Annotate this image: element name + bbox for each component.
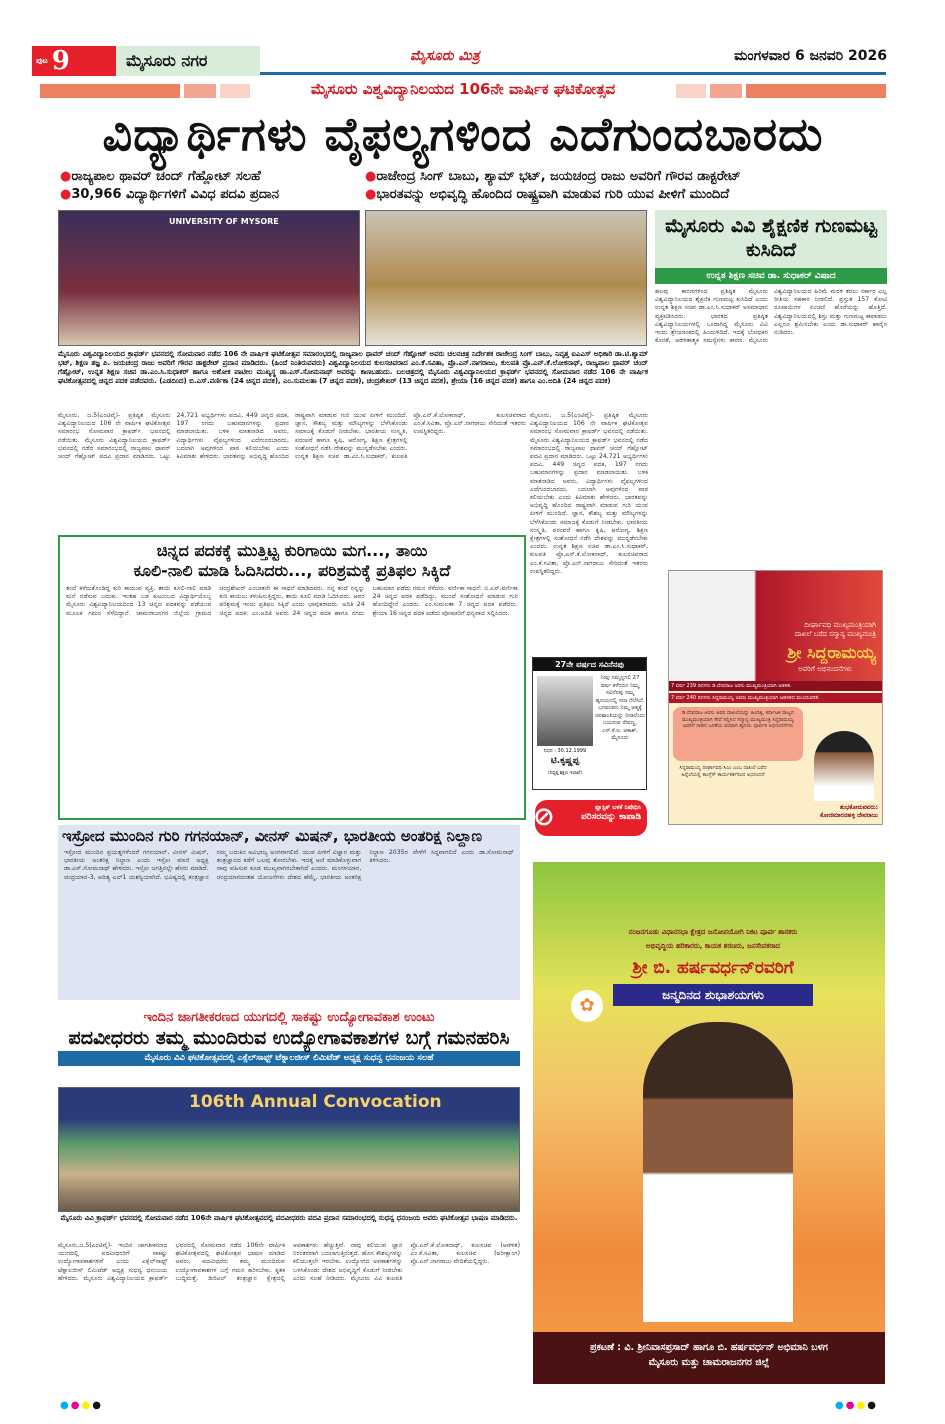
- candidate-photo: [643, 1022, 793, 1322]
- gold-story-box: ಚಿನ್ನದ ಪದಕಕ್ಕೆ ಮುತ್ತಿಟ್ಟ ಕುರಿಗಾಯಿ ಮಗ..., ತಾಯಿ ಕೂಲಿ-ನಾಲಿ ಮಾಡಿ ಓದಿಸಿದರು..., ಪರಿಶ್ರಮಕ್ಕೆ ಪ್ರತಿಫಲ ಸಿಕ್ಕಿದೆ ತಂದೆ ಕಳೆದುಕೊಂಡಿದ್ದ ಕುರಿ ಕಾಯುವ ವ್ಯಕ್ತಿ, ತಾಯಿ ಕೂಲಿ-ನಾಲಿ ಮಾಡಿ ಮನೆ ನಡೆಸುವ ಬದುಕು. ಇಂತಹ ಬಡ ಕುಟುಂಬದ ವಿದ್ಯಾರ್ಥಿಯೊಬ್ಬ ಮೈಸೂರು ವಿಶ್ವವಿದ್ಯಾನಿಲಯದಿಂದ 13 ಚಿನ್ನದ ಪದಕವನ್ನು ಪಡೆಯುವ ಮೂಲಕ ಗಮನ ಸೆಳೆದಿದ್ದಾನೆ. ಚಾಮರಾಜನಗರ ಜಿಲ್ಲೆಯ ಗ್ರಾಮದ ಚಂದ್ರಶೇಖರ್ ಎಂಬಾತನೇ ಈ ಸಾಧನೆ ಮಾಡಿದವರು. ನನ್ನ ತಂದೆ ನನ್ನನ್ನು ಕುರಿ ಕಾಯಲು ಕಳುಹಿಸುತ್ತಿದ್ದರು, ತಾಯಿ ಕೂಲಿ ಮಾಡಿ ಓದಿಸಿದರು. ಅವರ ಪರಿಶ್ರಮಕ್ಕೆ ಇಂದು ಪ್ರತಿಫಲ ಸಿಕ್ಕಿದೆ ಎಂದು ಭಾವುಕರಾದರು. ಅದಿತಿ 24 ಚಿನ್ನದ ಪದಕ: ಎಂ.ಅದಿತಿ ಅವರು 24 ಚಿನ್ನದ ಪದಕ ಹಾಗೂ ನಗದು ಬಹುಮಾನ ಪಡೆದು ಗಮನ ಸೆಳೆದರು. ವರ್ಣಿಕಾ ಸಾಧನೆ: ಬಿ.ಎಸ್.ವರ್ಣಿಕಾ 24 ಚಿನ್ನದ ಪದಕ ಪಡೆದಿದ್ದು, ಮುಂದೆ ಸಂಶೋಧನೆ ಮಾಡುವ ಗುರಿ ಹೊಂದಿದ್ದೇನೆ ಎಂದರು. ಎಂ.ಸುಮಲತಾ 7 ಚಿನ್ನದ ಪದಕ ಪಡೆದರು. ಶ್ರೇಯಾ 16 ಚಿನ್ನದ ಪದಕ ಪಡೆದು ಪೋಷಕರಿಗೆ ಧನ್ಯವಾದ ಸಲ್ಲಿಸಿದರು.: [58, 535, 526, 820]
- plastic-ban-ad: ⊘ ಪ್ಲಾಸ್ಟಿಕ್ ಬಳಕೆ ನಿಷೇಧಿಸಿ ಪರಿಸರವನ್ನು ಕಾಪಾಡಿ: [535, 800, 647, 836]
- page-number-badge: ಪುಟ 9: [32, 46, 116, 76]
- birthday-ad: ನಂಜನಗೂಡು ವಿಧಾನಸಭಾ ಕ್ಷೇತ್ರದ ಜನೋಪಯೋಗಿ ನಿಕಟ ಪೂರ್ವ ಶಾಸಕರು ಅಭಿವೃದ್ಧಿಯ ಹರಿಕಾರರು, ಕಾಯಕ ಶರಣರು, ಜನಸೇವಕರಾದ ಶ್ರೀ ಬಿ. ಹರ್ಷವರ್ಧನ್‌ರವರಿಗೆ ಜನ್ಮದಿನದ ಶುಭಾಶಯಗಳು ✿ ಪ್ರಕಟಣೆ : ವಿ. ಶ್ರೀನಿವಾಸಪ್ರಸಾದ್ ಹಾಗೂ ಬಿ. ಹರ್ಷವರ್ಧನ್ ಅಭಿಮಾನಿ ಬಳಗ ಮೈಸೂರು ಮತ್ತು ಚಾಮರಾಜನಗರ ಜಿಲ್ಲೆ: [533, 862, 885, 1384]
- masthead: ಮೈಸೂರು ಮಿತ್ರ: [410, 48, 480, 64]
- lead-bullets-right: ●ರಾಜೇಂದ್ರ ಸಿಂಗ್ ಬಾಬು, ಶ್ಯಾಮ್ ಭಟ್, ಜಯಚಂದ್ರ ರಾಜು ಅವರಿಗೆ ಗೌರವ ಡಾಕ್ಟರೇಟ್ ●ಭಾರತವನ್ನು ಅಭಿವೃದ್ಧಿ ಹೊಂದಿದ ರಾಷ್ಟ್ರವಾಗಿ ಮಾಡುವ ಗುರಿ ಯುವ ಪೀಳಿಗೆ ಮುಂದಿದೆ: [365, 169, 741, 202]
- registration-marks-left: ●●●●: [60, 1400, 103, 1411]
- jobs-story-head: ಇಂದಿನ ಜಾಗತೀಕರಣದ ಯುಗದಲ್ಲಿ ಸಾಕಷ್ಟು ಉದ್ಯೋಗಾವಕಾಶ ಉಂಟು ಪದವೀಧರರು ತಮ್ಮ ಮುಂದಿರುವ ಉದ್ಯೋಗಾವಕಾಶಗಳ ಬಗ್ಗೆ ಗಮನಹರಿಸಿ ಮೈಸೂರು ವಿವಿ ಘಟಿಕೋತ್ಸವದಲ್ಲಿ ಎಕ್ಸೆಲ್‌ಸಾಫ್ಟ್ ಟೆಕ್ನಾಲಜೀಸ್ ಲಿಮಿಟೆಡ್ ಅಧ್ಯಕ್ಷ ಸುಧನ್ವ ಧನಂಜಯ ಸಲಹೆ: [58, 1010, 520, 1066]
- lead-kicker: ಮೈಸೂರು ವಿಶ್ವವಿದ್ಯಾನಿಲಯದ 106ನೇ ವಾರ್ಷಿಕ ಘಟಿಕೋತ್ಸವ: [40, 82, 886, 100]
- cm-congrats-ad: ದೀರ್ಘಾವಧಿ ಮುಖ್ಯಮಂತ್ರಿಯಾಗಿ ದಾಖಲೆ ಬರೆದ ಸನ್ಮಾನ್ಯ ಮುಖ್ಯಮಂತ್ರಿ ಶ್ರೀ ಸಿದ್ದರಾಮಯ್ಯ ಅವರಿಗೆ ಅಭಿನಂದನೆಗಳು 7 ವರ್ಷ 239 ದಿನಗಳು ಡಿ.ದೇವರಾಜ ಅರಸು ಮುಖ್ಯಮಂತ್ರಿಯಾಗಿ ಆಡಳಿತ. 7 ವರ್ಷ 240 ದಿನಗಳು ಸಿದ್ದರಾಮಯ್ಯ ಅವರು ಮುಖ್ಯಮಂತ್ರಿಯಾಗಿ ಆಡಳಿತದ ಮುಂದುವರಿಕೆ. ಡಿ.ದೇವರಾಜ ಅರಸು ಅವರ ದಾಖಲೆಯನ್ನು ಹಿಂದಿಕ್ಕಿ, ಕರ್ನಾಟಕ ರಾಜ್ಯದ ಮುಖ್ಯಮಂತ್ರಿಯಾಗಿ ಸೇವೆ ಸಲ್ಲಿಸಿದ ಸನ್ಮಾನ್ಯ ಮುಖ್ಯಮಂತ್ರಿ ಸಿದ್ದರಾಮಯ್ಯ ಅವರಿಗೆ ನಾಡಿನ ಜನತೆಯ ಪರವಾಗಿ ಹೃದಯ ಪೂರ್ವಕ ಅಭಿನಂದನೆಗಳು ಸಿದ್ದರಾಮಯ್ಯ ದೀರ್ಘಾವಧಿ ಸಿಎಂ ಎಂಬ ದಾಖಲೆ ಬರೆದ ಹಿನ್ನೆಲೆಯಲ್ಲಿ ಕಾಂಗ್ರೆಸ್ ಕಾರ್ಯಕರ್ತರಿಂದ ಅಭಿನಂದನೆ ಶುಭಕೋರುವವರು: ಕೋಣಿಮಾರನಹಳ್ಳಿ ದೇವರಾಜು: [668, 570, 883, 825]
- isro-story: ಇಸ್ರೋದ ಮುಂದಿನ ಗುರಿ ಗಗನಯಾನ್, ವೀನಸ್ ಮಿಷನ್, ಭಾರತೀಯ ಅಂತರಿಕ್ಷ ನಿಲ್ದಾಣ ಇಸ್ರೋದ ಮುಂದಿನ ಪ್ರಯತ್ನಗಳೆಂದರೆ ಗಗನಯಾನ್, ವೀನಸ್ ಮಿಷನ್, ಭಾರತೀಯ ಅಂತರಿಕ್ಷ ನಿಲ್ದಾಣ ಎಂದು ಇಸ್ರೋ ಮಾಜಿ ಅಧ್ಯಕ್ಷ ಡಾ.ಎಸ್.ಸೋಮನಾಥ್ ಹೇಳಿದರು. ಇಸ್ರೋ ಜಗತ್ತಿನಲ್ಲೇ ಹೆಸರು ಮಾಡಿದೆ. ಚಂದ್ರಯಾನ-3, ಆದಿತ್ಯ ಎಲ್1 ಯಶಸ್ವಿಯಾಗಿದೆ. ಭವಿಷ್ಯದಲ್ಲಿ ತಂತ್ರಜ್ಞಾನ ನಮ್ಮ ಬದುಕಿನ ಅವಿಭಾಜ್ಯ ಅಂಗವಾಗಲಿದೆ. ಯುವ ಪೀಳಿಗೆ ವಿಜ್ಞಾನ ಮತ್ತು ತಂತ್ರಜ್ಞಾನದ ಕಡೆಗೆ ಒಲವು ತೋರಬೇಕು. ಇದಕ್ಕೆ ಅಣಿ ಮಾಡಿಕೊಳ್ಳುವಾಗ ನಾವು ವಹಿಸುವ ಕೂಡ ಮುಖ್ಯವಾಗಿರಬೇಕಾಗಿದೆ ಎಂದರು. ಮಂಗಳಯಾನ, ಚಂದ್ರಯಾನದಂತಹ ಯೋಜನೆಗಳು ದೇಶದ ಹೆಮ್ಮೆ. ಭಾರತೀಯ ಅಂತರಿಕ್ಷ ನಿಲ್ದಾಣ 2035ರ ವೇಳೆಗೆ ಸಿದ್ಧವಾಗಲಿದೆ ಎಂದು ಡಾ.ಸೋಮನಾಥ್ ತಿಳಿಸಿದರು.: [58, 825, 520, 1000]
- date: ಮಂಗಳವಾರ 6 ಜನವರಿ 2026: [734, 48, 887, 64]
- lead-body-cont: ಮೈಸೂರು, ಜ.5(ಎಂಟಿವೈ)- ಪ್ರತಿಷ್ಠಿತ ಮೈಸೂರು ವಿಶ್ವವಿದ್ಯಾನಿಲಯದ 106 ನೇ ವಾರ್ಷಿಕ ಘಟಿಕೋತ್ಸವ ಸಮಾರಂಭ ಸೋಮವಾರ ಕ್ರಾಫರ್ಡ್ ಭವನದಲ್ಲಿ ನಡೆಯಿತು. ಮೈಸೂರು ವಿಶ್ವವಿದ್ಯಾನಿಲಯದ ಕ್ರಾಫರ್ಡ್ ಭವನದಲ್ಲಿ ನಡೆದ ಸಮಾರಂಭದಲ್ಲಿ ರಾಜ್ಯಪಾಲ ಥಾವರ್ ಚಂದ್ ಗೆಹ್ಲೋಟ್ ಪದವಿ ಪ್ರದಾನ ಮಾಡಿದರು. ಒಟ್ಟು 24,721 ಅಭ್ಯರ್ಥಿಗಳು ಪದವಿ, 449 ಚಿನ್ನದ ಪದಕ, 197 ನಗದು ಬಹುಮಾನಗಳನ್ನು ಪ್ರದಾನ ಮಾಡಲಾಯಿತು. ಬಳಿಕ ಮಾತನಾಡಿದ ಅವರು, ವಿದ್ಯಾರ್ಥಿಗಳು ವೈಫಲ್ಯಗಳಿಂದ ಎದೆಗುಂದಬಾರದು, ಬದಲಾಗಿ ಅವುಗಳಿಂದ ಪಾಠ ಕಲಿಯಬೇಕು ಎಂದು ಕಿವಿಮಾತು ಹೇಳಿದರು. ಭಾರತವನ್ನು ಅಭಿವೃದ್ಧಿ ಹೊಂದಿದ ರಾಷ್ಟ್ರವಾಗಿ ಮಾಡುವ ಗುರಿ ಯುವ ಪೀಳಿಗೆ ಮುಂದಿದೆ. ಜ್ಞಾನ, ಕೌಶಲ್ಯ ಮತ್ತು ಮೌಲ್ಯಗಳನ್ನು ಬೆಳೆಸಿಕೊಂಡು ಸಮಾಜಕ್ಕೆ ಕೊಡುಗೆ ನೀಡಬೇಕು. ಭಾರತೀಯ ಸಂಸ್ಕೃತಿ, ಪರಂಪರೆ ಹಾಗೂ ಕೃಷಿ, ಆರೋಗ್ಯ, ಶಿಕ್ಷಣ ಕ್ಷೇತ್ರಗಳಲ್ಲಿ ಸಂಶೋಧನೆ ನಡೆಸಿ ದೇಶವನ್ನು ಮುನ್ನಡೆಸಬೇಕು ಎಂದರು. ಉನ್ನತ ಶಿಕ್ಷಣ ಸಚಿವ ಡಾ.ಎಂ.ಸಿ.ಸುಧಾಕರ್, ಕುಲಪತಿ ಪ್ರೊ.ಎನ್.ಕೆ.ಲೋಕನಾಥ್, ಕುಲಸಚಿವರಾದ ಎಂ.ಕೆ.ಸವಿತಾ, ಪ್ರೊ.ಎನ್.ನಾಗರಾಜು ಸೇರಿದಂತೆ ಇತರರು ಉಪಸ್ಥಿತರಿದ್ದರು.: [530, 412, 648, 575]
- sponsor-photo: [814, 731, 874, 801]
- portrait-photo: [537, 676, 593, 746]
- side-story-header: ಮೈಸೂರು ವಿವಿ ಶೈಕ್ಷಣಿಕ ಗುಣಮಟ್ಟ ಕುಸಿದಿದೆ: [655, 210, 887, 282]
- section-name: ಮೈಸೂರು ನಗರ: [116, 46, 260, 76]
- governor-doctorate-photo: UNIVERSITY OF MYSORE: [58, 210, 360, 346]
- side-story-body: ಹಲವು ಕಾರಣಗಳಿಂದ ಪ್ರತಿಷ್ಠಿತ ಮೈಸೂರು ವಿಶ್ವವಿದ್ಯಾನಿಲಯದ ಶೈಕ್ಷಣಿಕ ಗುಣಮಟ್ಟ ಕುಸಿದಿದೆ ಎಂದು ಉನ್ನತ ಶಿಕ್ಷಣ ಸಚಿವ ಡಾ.ಎಂ.ಸಿ.ಸುಧಾಕರ್ ಅಸಮಾಧಾನ ವ್ಯಕ್ತಪಡಿಸಿದರು. ಭಾರತದ ಪ್ರತಿಷ್ಠಿತ ವಿಶ್ವವಿದ್ಯಾನಿಲಯಗಳಲ್ಲಿ ಒಂದಾಗಿದ್ದ ಮೈಸೂರು ವಿವಿ ಇಂದು ಶ್ರೇಯಾಂಕದಲ್ಲಿ ಹಿಂದುಳಿದಿದೆ. ಇದಕ್ಕೆ ಬೋಧಕರ ಕೊರತೆ, ಆಡಳಿತಾತ್ಮಕ ಸಮಸ್ಯೆಗಳು ಕಾರಣ. ಮೈಸೂರು ವಿಶ್ವವಿದ್ಯಾನಿಲಯದ ಹಿರಿಮೆ ಮರಳಿ ತರಲು ಸರ್ಕಾರ ಎಲ್ಲ ರೀತಿಯ ಸಹಕಾರ ನೀಡಲಿದೆ. ಪ್ರಸ್ತುತ 157 ಕೋಟಿ ರೂಪಾಯಿಗಳ ಪಿಂಚಣಿ ಹೊರೆಯನ್ನು ಹೊತ್ತಿದೆ. ವಿಶ್ವವಿದ್ಯಾನಿಲಯದಲ್ಲಿ ಶಿಸ್ತು ಮತ್ತು ಗುಣಮಟ್ಟ ಕಾಪಾಡಲು ಎಲ್ಲರೂ ಶ್ರಮಿಸಬೇಕು ಎಂದು ಡಾ.ಸುಧಾಕರ್ ಹಾರೈಸಿ ನುಡಿದರು.: [655, 288, 887, 345]
- gold-medalists-photo: [365, 210, 647, 346]
- lead-photo-caption: ಮೈಸೂರು ವಿಶ್ವವಿದ್ಯಾನಿಲಯದ ಕ್ರಾಫರ್ಡ್ ಭವನದಲ್ಲಿ ಸೋಮವಾರ ನಡೆದ 106 ನೇ ವಾರ್ಷಿಕ ಘಟಿಕೋತ್ಸವ ಸಮಾರಂಭದಲ್ಲಿ ರಾಜ್ಯಪಾಲ ಥಾವರ್ ಚಂದ್ ಗೆಹ್ಲೋಟ್ ಅವರು ಚಲನಚಿತ್ರ ನಿರ್ದೇಶಕ ರಾಜೇಂದ್ರ ಸಿಂಗ್ ಬಾಬು, ನಿವೃತ್ತ ಐಎಎಸ್ ಅಧಿಕಾರಿ ಡಾ.ಟಿ.ಶ್ಯಾಮ್ ಭಟ್, ಶಿಕ್ಷಣ ತಜ್ಞ ಪಿ. ಜಯಚಂದ್ರ ರಾಜು ಅವರಿಗೆ ಗೌರವ ಡಾಕ್ಟರೇಟ್ ಪ್ರದಾನ ಮಾಡಿದರು. (ಹಿಂದೆ ನಿಂತಿರುವವರು) ವಿಶ್ವವಿದ್ಯಾನಿಲಯದ ಕುಲಸಚಿವರಾದ ಎಂ.ಕೆ.ಸವಿತಾ, ಪ್ರೊ.ಎನ್.ನಾಗರಾಜು, ಕುಲಪತಿ ಪ್ರೊ.ಎನ್.ಕೆ.ಲೋಕನಾಥ್, ರಾಜ್ಯಪಾಲ ಥಾವರ್ ಚಂದ್ ಗೆಹ್ಲೋಟ್, ಉನ್ನತ ಶಿಕ್ಷಣ ಸಚಿವ ಡಾ.ಎಂ.ಸಿ.ಸುಧಾಕರ್ ಹಾಗೂ ಅಶೋಕ ಪಾಟೀಲ ಮುಖ್ಯಸ್ಥ ಡಾ.ಎಸ್.ಸೋಮನಾಥ್ ಅವರನ್ನು ಕಾಣಬಹುದು. ಬಲಚಿತ್ರದಲ್ಲಿ ಮೈಸೂರು ವಿಶ್ವವಿದ್ಯಾನಿಲಯದ ಕ್ರಾಫರ್ಡ್ ಭವನದಲ್ಲಿ ಸೋಮವಾರ ನಡೆದ 106 ನೇ ವಾರ್ಷಿಕ ಘಟಿಕೋತ್ಸವದಲ್ಲಿ ಚಿನ್ನದ ಪದಕ ಪಡೆದವರು. (ಎಡದಿಂದ) ಬಿ.ಎಸ್.ವರ್ಣಿಕಾ (24 ಚಿನ್ನದ ಪದಕ), ಎಂ.ಸುಮಲತಾ (7 ಚಿನ್ನದ ಪದಕ), ಚಂದ್ರಶೇಖರ್ (13 ಚಿನ್ನದ ಪದಕ), ಶ್ರೇಯಾ (16 ಚಿನ್ನದ ಪದಕ) ಹಾಗೂ ಎಂ.ಅದಿತಿ (24 ಚಿನ್ನದ ಪದಕ): [58, 350, 648, 385]
- jobs-photo-caption: ಮೈಸೂರು ವಿವಿ ಕ್ರಾಫರ್ಡ್ ಭವನದಲ್ಲಿ ಸೋಮವಾರ ನಡೆದ 106ನೇ ವಾರ್ಷಿಕ ಘಟಿಕೋತ್ಸವದಲ್ಲಿ ಪದವೀಧರರು ಪದವಿ ಪ್ರದಾನ ಸಮಾರಂಭದಲ್ಲಿ ಸುಧನ್ವ ಧನಂಜಯ ಅವರು ಘಟಿಕೋತ್ಸವ ಭಾಷಣ ಮಾಡಿದರು.: [60, 1214, 518, 1222]
- convocation-photo: 106th Annual Convocation: [58, 1087, 520, 1212]
- lead-bullets-left: ●ರಾಜ್ಯಪಾಲ ಥಾವರ್ ಚಂದ್ ಗೆಹ್ಲೋಟ್ ಸಲಹೆ ●30,966 ವಿದ್ಯಾರ್ಥಿಗಳಿಗೆ ವಿವಿಧ ಪದವಿ ಪ್ರದಾನ: [60, 169, 279, 202]
- lead-headline: ವಿದ್ಯಾರ್ಥಿಗಳು ವೈಫಲ್ಯಗಳಿಂದ ಎದೆಗುಂದಬಾರದು: [102, 107, 824, 161]
- registration-marks-right: ●●●●: [835, 1400, 878, 1411]
- lead-body: ಮೈಸೂರು, ಜ.5(ಎಂಟಿವೈ)- ಪ್ರತಿಷ್ಠಿತ ಮೈಸೂರು ವಿಶ್ವವಿದ್ಯಾನಿಲಯದ 106 ನೇ ವಾರ್ಷಿಕ ಘಟಿಕೋತ್ಸವ ಸಮಾರಂಭ ಸೋಮವಾರ ಕ್ರಾಫರ್ಡ್ ಭವನದಲ್ಲಿ ನಡೆಯಿತು. ಮೈಸೂರು ವಿಶ್ವವಿದ್ಯಾನಿಲಯದ ಕ್ರಾಫರ್ಡ್ ಭವನದಲ್ಲಿ ನಡೆದ ಸಮಾರಂಭದಲ್ಲಿ ರಾಜ್ಯಪಾಲ ಥಾವರ್ ಚಂದ್ ಗೆಹ್ಲೋಟ್ ಪದವಿ ಪ್ರದಾನ ಮಾಡಿದರು. ಒಟ್ಟು 24,721 ಅಭ್ಯರ್ಥಿಗಳು ಪದವಿ, 449 ಚಿನ್ನದ ಪದಕ, 197 ನಗದು ಬಹುಮಾನಗಳನ್ನು ಪ್ರದಾನ ಮಾಡಲಾಯಿತು. ಬಳಿಕ ಮಾತನಾಡಿದ ಅವರು, ವಿದ್ಯಾರ್ಥಿಗಳು ವೈಫಲ್ಯಗಳಿಂದ ಎದೆಗುಂದಬಾರದು, ಬದಲಾಗಿ ಅವುಗಳಿಂದ ಪಾಠ ಕಲಿಯಬೇಕು ಎಂದು ಕಿವಿಮಾತು ಹೇಳಿದರು. ಭಾರತವನ್ನು ಅಭಿವೃದ್ಧಿ ಹೊಂದಿದ ರಾಷ್ಟ್ರವಾಗಿ ಮಾಡುವ ಗುರಿ ಯುವ ಪೀಳಿಗೆ ಮುಂದಿದೆ. ಜ್ಞಾನ, ಕೌಶಲ್ಯ ಮತ್ತು ಮೌಲ್ಯಗಳನ್ನು ಬೆಳೆಸಿಕೊಂಡು ಸಮಾಜಕ್ಕೆ ಕೊಡುಗೆ ನೀಡಬೇಕು. ಭಾರತೀಯ ಸಂಸ್ಕೃತಿ, ಪರಂಪರೆ ಹಾಗೂ ಕೃಷಿ, ಆರೋಗ್ಯ, ಶಿಕ್ಷಣ ಕ್ಷೇತ್ರಗಳಲ್ಲಿ ಸಂಶೋಧನೆ ನಡೆಸಿ ದೇಶವನ್ನು ಮುನ್ನಡೆಸಬೇಕು ಎಂದರು. ಉನ್ನತ ಶಿಕ್ಷಣ ಸಚಿವ ಡಾ.ಎಂ.ಸಿ.ಸುಧಾಕರ್, ಕುಲಪತಿ ಪ್ರೊ.ಎನ್.ಕೆ.ಲೋಕನಾಥ್, ಕುಲಸಚಿವರಾದ ಎಂ.ಕೆ.ಸವಿತಾ, ಪ್ರೊ.ಎನ್.ನಾಗರಾಜು ಸೇರಿದಂತೆ ಇತರರು ಉಪಸ್ಥಿತರಿದ್ದರು.: [58, 412, 526, 461]
- jobs-body: ಮೈಸೂರು,ಜ.5(ಎಂಟಿವೈ)- ಇಂದಿನ ಜಾಗತೀಕರಣದ ಯುಗದಲ್ಲಿ ಪದವೀಧರರಿಗೆ ಸಾಕಷ್ಟು ಉದ್ಯೋಗಾವಕಾಶಗಳಿವೆ ಎಂದು ಎಕ್ಸೆಲ್‌ಸಾಫ್ಟ್ ಟೆಕ್ನಾಲಜೀಸ್ ಲಿಮಿಟೆಡ್ ಅಧ್ಯಕ್ಷ ಸುಧನ್ವ ಧನಂಜಯ ಹೇಳಿದರು. ಮೈಸೂರು ವಿಶ್ವವಿದ್ಯಾನಿಲಯದ ಕ್ರಾಫರ್ಡ್ ಭವನದಲ್ಲಿ ಸೋಮವಾರ ನಡೆದ 106ನೇ ವಾರ್ಷಿಕ ಘಟಿಕೋತ್ಸವದಲ್ಲಿ ಘಟಿಕೋತ್ಸವ ಭಾಷಣ ಮಾಡಿದ ಅವರು, ಪದವೀಧರರು ತಮ್ಮ ಮುಂದಿರುವ ಉದ್ಯೋಗಾವಕಾಶಗಳ ಬಗ್ಗೆ ಗಮನ ಹರಿಸಬೇಕು. ಕೃತಕ ಬುದ್ಧಿಮತ್ತೆ, ಡಿಜಿಟಲ್ ತಂತ್ರಜ್ಞಾನ ಕ್ಷೇತ್ರದಲ್ಲಿ ಅವಕಾಶಗಳು ಹೆಚ್ಚುತ್ತಿವೆ. ನಾವು ಕಲಿಯುವ ಜ್ಞಾನ ನಿರಂತರವಾಗಿ ಬದಲಾಗುತ್ತಿರುತ್ತದೆ. ಹೊಸ ಕೌಶಲ್ಯಗಳನ್ನು ಕಲಿಯುತ್ತಲೇ ಇರಬೇಕು. ಉದ್ಯೋಗದ ಅವಕಾಶಗಳನ್ನು ಬಳಸಿಕೊಂಡು ದೇಶದ ಅಭಿವೃದ್ಧಿಗೆ ಕೊಡುಗೆ ನೀಡಬೇಕು ಎಂದು ಸಲಹೆ ನೀಡಿದರು. ಮೈಸೂರು ವಿವಿ ಕುಲಪತಿ ಪ್ರೊ.ಎನ್.ಕೆ.ಲೋಕನಾಥ್, ಕುಲಸಚಿವ (ಆಡಳಿತ) ಎಂ.ಕೆ.ಸವಿತಾ, ಕುಲಸಚಿವ (ಪರೀಕ್ಷಾಂಗ) ಪ್ರೊ.ಎನ್.ನಾಗರಾಜು ವೇದಿಕೆಯಲ್ಲಿದ್ದರು.: [58, 1242, 520, 1282]
- lotus-icon: ✿: [571, 990, 603, 1022]
- side-story-subhead: ಉನ್ನತ ಶಿಕ್ಷಣ ಸಚಿವ ಡಾ. ಸುಧಾಕರ್ ವಿಷಾದ: [655, 268, 887, 284]
- obituary-box: 27ನೇ ವರ್ಷದ ಸವಿನೆನಪು ನೀವು ನಮ್ಮನ್ನಗಲಿ 27 ವರ್ಷ ಕಳೆದರೂ ನಿಮ್ಮ ಸವಿನೆನಪು ನಮ್ಮ ಹೃದಯದಲ್ಲಿ ಸದಾ ನೆಲೆಸಿದೆ. ಭಗವಂತನು ನಿಮ್ಮ ಆತ್ಮಕ್ಕೆ ಚಿರಶಾಂತಿಯನ್ನು ನೀಡಲೆಂದು ಬಯಸುವ ರೇವಣ್ಣ, ಎಸ್.ಕೆ.ಐ. ಆಕಾಶ್, ಮೈಸೂರು ನಿಧನ : 30.12.1999 ಟಿ.ಕೃಷ್ಣಪ್ಪ (ನಿವೃತ್ತ ಶಿಕ್ಷಣ ಇಲಾಖೆ): [532, 657, 647, 790]
- header-rule: [260, 72, 886, 75]
